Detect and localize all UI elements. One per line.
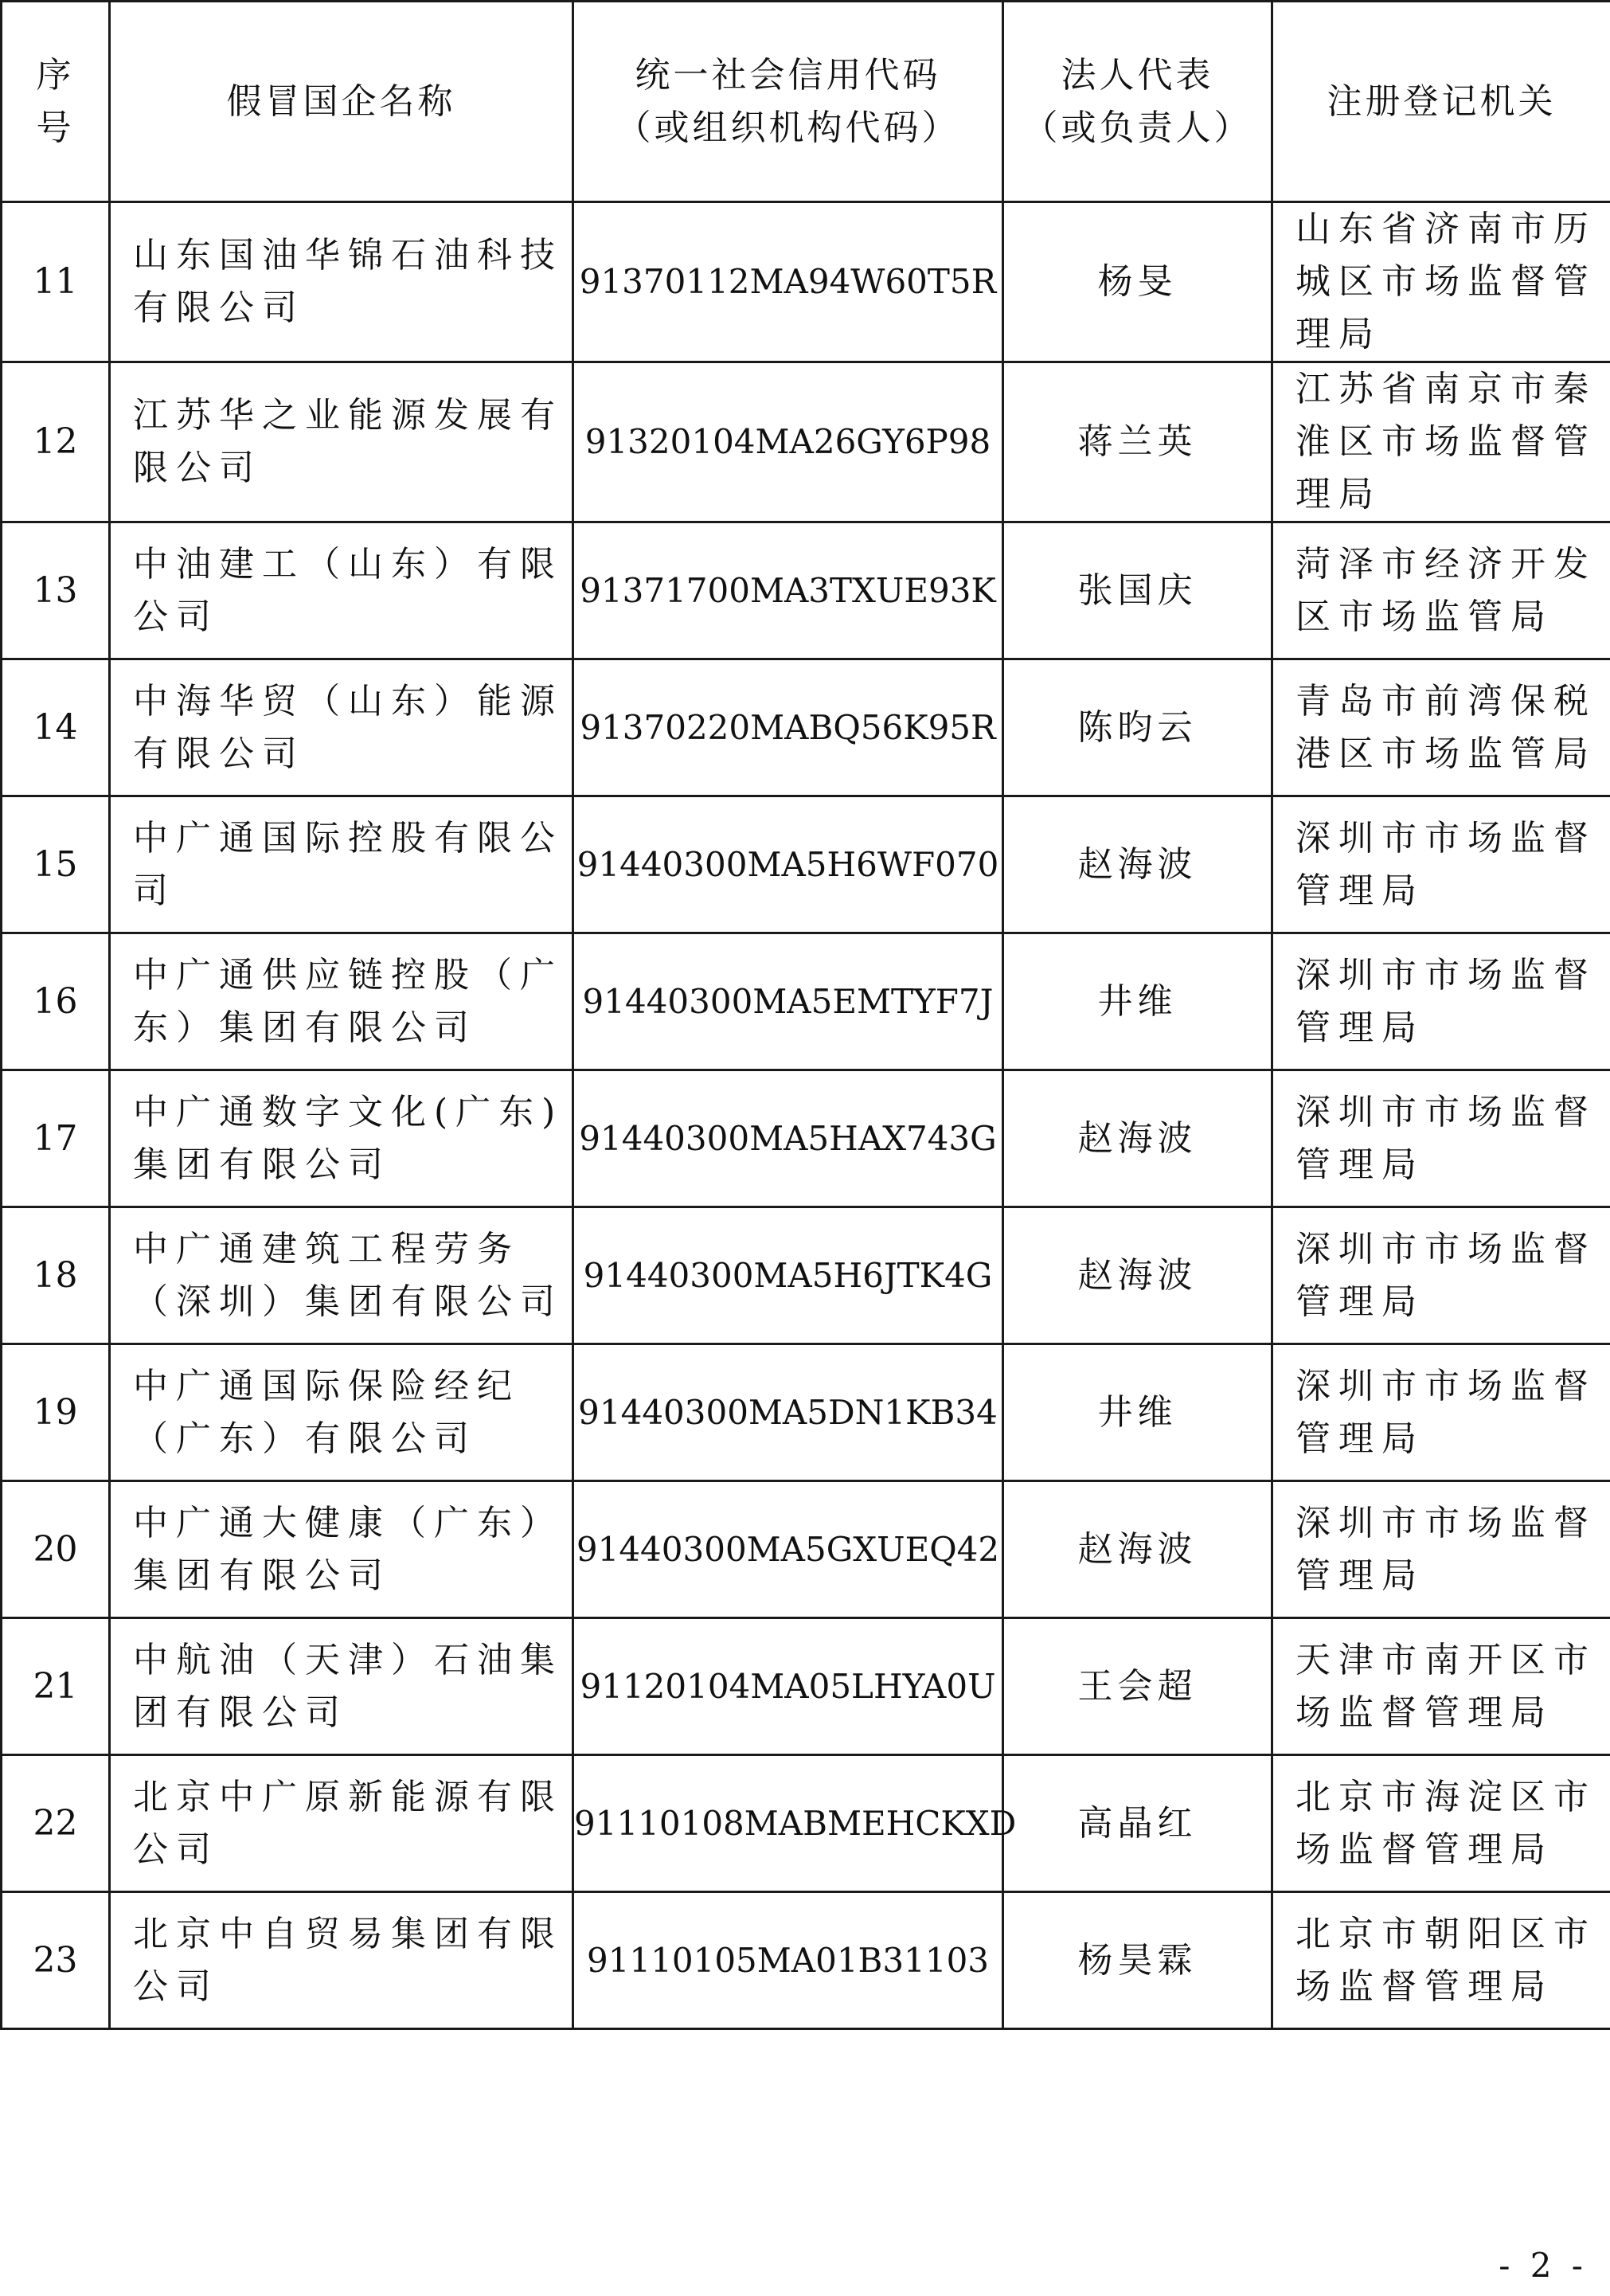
table-row (2, 1618, 1610, 1755)
company-name-cell (110, 659, 573, 796)
legal-representative-cell (1003, 796, 1272, 933)
company-name-cell (110, 796, 573, 933)
header-company-name (110, 2, 573, 202)
company-name: 中海华贸（山东）能源有限公司 (133, 680, 563, 774)
header-legal-rep (1003, 2, 1272, 202)
company-name: 中广通供应链控股（广东）集团有限公司 (133, 954, 563, 1048)
company-name: 中广通建筑工程劳务（深圳）集团有限公司 (133, 1228, 563, 1322)
credit-code: 91371700MA3TXUE93K (580, 570, 996, 610)
legal-representative: 蒋兰英 (1077, 421, 1198, 462)
legal-representative: 赵海波 (1077, 1254, 1198, 1296)
row-index: 18 (33, 1254, 78, 1296)
row-index-cell (2, 1755, 110, 1892)
row-index: 11 (33, 261, 78, 302)
company-name: 北京中广原新能源有限公司 (133, 1776, 563, 1870)
row-index-cell (2, 933, 110, 1070)
company-name-cell (110, 1344, 573, 1481)
company-name: 中航油（天津）石油集团有限公司 (133, 1639, 563, 1733)
credit-code-cell (573, 362, 1003, 522)
credit-code: 91320104MA26GY6P98 (584, 422, 991, 461)
legal-representative: 井维 (1097, 980, 1178, 1022)
table-row (2, 202, 1610, 362)
row-index-cell (2, 1481, 110, 1618)
table-row (2, 1207, 1610, 1344)
legal-representative-cell (1003, 1481, 1272, 1618)
credit-code-cell (573, 1481, 1003, 1618)
legal-representative: 赵海波 (1077, 1528, 1198, 1570)
row-index: 17 (33, 1117, 78, 1159)
legal-representative: 张国庆 (1077, 569, 1198, 611)
page-number: - 2 - (1499, 2246, 1588, 2285)
credit-code: 91440300MA5EMTYF7J (582, 981, 994, 1021)
credit-code: 91110105MA01B31103 (586, 1940, 990, 1980)
company-name-cell (110, 1892, 573, 2029)
row-index-cell (2, 202, 110, 362)
table-row (2, 1481, 1610, 1618)
registration-authority-cell (1272, 1344, 1610, 1481)
legal-representative: 陈昀云 (1077, 706, 1198, 748)
credit-code-cell (573, 933, 1003, 1070)
header-legal-rep-text: 法人代表 （或负责人） (1022, 54, 1252, 148)
credit-code: 91370112MA94W60T5R (579, 262, 997, 301)
registration-authority-cell (1272, 202, 1610, 362)
table-row (2, 933, 1610, 1070)
row-index-cell (2, 1070, 110, 1207)
credit-code: 91440300MA5H6JTK4G (583, 1255, 993, 1295)
registration-authority-cell (1272, 933, 1610, 1070)
registration-authority: 深圳市市场监督管理局 (1295, 1091, 1596, 1185)
row-index-cell (2, 1618, 110, 1755)
credit-code: 91440300MA5HAX743G (579, 1118, 997, 1158)
table-row (2, 1755, 1610, 1892)
row-index: 15 (33, 843, 78, 885)
legal-representative-cell (1003, 522, 1272, 659)
registration-authority: 深圳市市场监督管理局 (1295, 1365, 1596, 1459)
credit-code-cell (573, 1344, 1003, 1481)
credit-code: 91370220MABQ56K95R (580, 707, 996, 747)
registration-authority: 天津市南开区市场监督管理局 (1295, 1639, 1596, 1733)
row-index: 23 (33, 1939, 78, 1981)
credit-code-cell (573, 522, 1003, 659)
registration-authority: 青岛市前湾保税港区市场监管局 (1295, 680, 1596, 774)
row-index-cell (2, 522, 110, 659)
credit-code: 91110108MABMEHCKXD (574, 1803, 1017, 1843)
row-index: 21 (33, 1665, 78, 1707)
row-index: 16 (33, 980, 78, 1022)
company-name-cell (110, 1070, 573, 1207)
row-index-cell (2, 1344, 110, 1481)
legal-representative: 赵海波 (1077, 843, 1198, 885)
company-name-cell (110, 202, 573, 362)
registration-authority-cell (1272, 1207, 1610, 1344)
credit-code: 91440300MA5GXUEQ42 (576, 1529, 1000, 1569)
row-index: 13 (33, 569, 78, 611)
credit-code-cell (573, 1207, 1003, 1344)
header-index-text: 序 号 (36, 54, 75, 148)
credit-code-cell (573, 1070, 1003, 1207)
header-credit-code-text: 统一社会信用代码 （或组织机构代码） (615, 54, 960, 148)
credit-code-cell (573, 1618, 1003, 1755)
company-name-cell (110, 362, 573, 522)
header-registration-authority (1272, 2, 1610, 202)
registration-authority: 深圳市市场监督管理局 (1295, 1228, 1596, 1322)
header-index (2, 2, 110, 202)
company-name-cell (110, 1207, 573, 1344)
legal-representative-cell (1003, 1892, 1272, 2029)
legal-representative: 赵海波 (1077, 1117, 1198, 1159)
header-company-name-text: 假冒国企名称 (226, 80, 456, 122)
credit-code: 91440300MA5DN1KB34 (578, 1392, 998, 1432)
legal-representative-cell (1003, 1070, 1272, 1207)
table-row (2, 796, 1610, 933)
registration-authority: 北京市朝阳区市场监督管理局 (1295, 1913, 1596, 2007)
registration-authority-cell (1272, 1070, 1610, 1207)
registration-authority: 北京市海淀区市场监督管理局 (1295, 1776, 1596, 1870)
table-body (2, 202, 1610, 2029)
header-registration-authority-text: 注册登记机关 (1327, 80, 1557, 122)
legal-representative-cell (1003, 659, 1272, 796)
credit-code-cell (573, 1755, 1017, 1892)
legal-representative: 井维 (1097, 1391, 1178, 1433)
registration-authority-cell (1272, 1892, 1610, 2029)
row-index-cell (2, 796, 110, 933)
company-name: 中油建工（山东）有限公司 (133, 543, 563, 637)
company-name-cell (110, 1481, 573, 1618)
company-name: 中广通大健康（广东）集团有限公司 (133, 1502, 563, 1596)
table-row (2, 362, 1610, 522)
registration-authority-cell (1272, 1755, 1610, 1892)
table-row (2, 659, 1610, 796)
row-index-cell (2, 1207, 110, 1344)
company-name: 山东国油华锦石油科技有限公司 (133, 235, 563, 328)
table-row (2, 1892, 1610, 2029)
row-index: 12 (33, 421, 78, 462)
registration-authority: 菏泽市经济开发区市场监管局 (1295, 543, 1596, 637)
row-index: 19 (33, 1391, 78, 1433)
company-name-cell (110, 1618, 573, 1755)
table-header-row (2, 2, 1610, 202)
registration-authority: 江苏省南京市秦淮区市场监督管理局 (1295, 369, 1596, 514)
registration-authority-cell (1272, 362, 1610, 522)
company-name: 北京中自贸易集团有限公司 (133, 1913, 563, 2007)
registration-authority: 深圳市市场监督管理局 (1295, 817, 1596, 911)
company-name: 中广通数字文化(广东)集团有限公司 (133, 1091, 564, 1185)
credit-code-cell (573, 796, 1003, 933)
company-name: 中广通国际保险经纪（广东）有限公司 (133, 1365, 520, 1459)
company-name-cell (110, 522, 573, 659)
legal-representative-cell (1003, 1207, 1272, 1344)
row-index-cell (2, 659, 110, 796)
credit-code-cell (573, 202, 1003, 362)
credit-code: 91120104MA05LHYA0U (580, 1666, 996, 1706)
credit-code-cell (573, 659, 1003, 796)
registration-authority-cell (1272, 659, 1610, 796)
legal-representative: 王会超 (1077, 1665, 1198, 1707)
row-index: 22 (33, 1802, 78, 1844)
credit-code: 91440300MA5H6WF070 (576, 844, 999, 884)
company-name-cell (110, 1755, 573, 1892)
legal-representative-cell (1003, 1618, 1272, 1755)
row-index-cell (2, 362, 110, 522)
row-index: 20 (33, 1528, 78, 1570)
legal-representative: 高晶红 (1077, 1802, 1198, 1844)
registration-authority-cell (1272, 1618, 1610, 1755)
legal-representative-cell (1003, 1344, 1272, 1481)
credit-code-cell (573, 1892, 1003, 2029)
registration-authority: 深圳市市场监督管理局 (1295, 1502, 1596, 1596)
registration-authority: 深圳市市场监督管理局 (1295, 954, 1596, 1048)
company-name: 中广通国际控股有限公司 (133, 817, 563, 911)
row-index-cell (2, 1892, 110, 2029)
legal-representative: 杨旻 (1097, 261, 1178, 302)
legal-representative-cell (1003, 202, 1272, 362)
company-name-cell (110, 933, 573, 1070)
legal-representative-cell (1003, 362, 1272, 522)
registration-authority-cell (1272, 796, 1610, 933)
registration-authority-cell (1272, 1481, 1610, 1618)
registration-authority: 山东省济南市历城区市场监督管理局 (1295, 209, 1596, 354)
legal-representative: 杨昊霖 (1077, 1939, 1198, 1981)
legal-representative-cell (1003, 1755, 1272, 1892)
company-name: 江苏华之业能源发展有限公司 (133, 395, 563, 488)
table-row (2, 1070, 1610, 1207)
legal-representative-cell (1003, 933, 1272, 1070)
table-row (2, 1344, 1610, 1481)
registration-authority-cell (1272, 522, 1610, 659)
row-index: 14 (33, 706, 78, 748)
table-row (2, 522, 1610, 659)
header-credit-code (573, 2, 1003, 202)
